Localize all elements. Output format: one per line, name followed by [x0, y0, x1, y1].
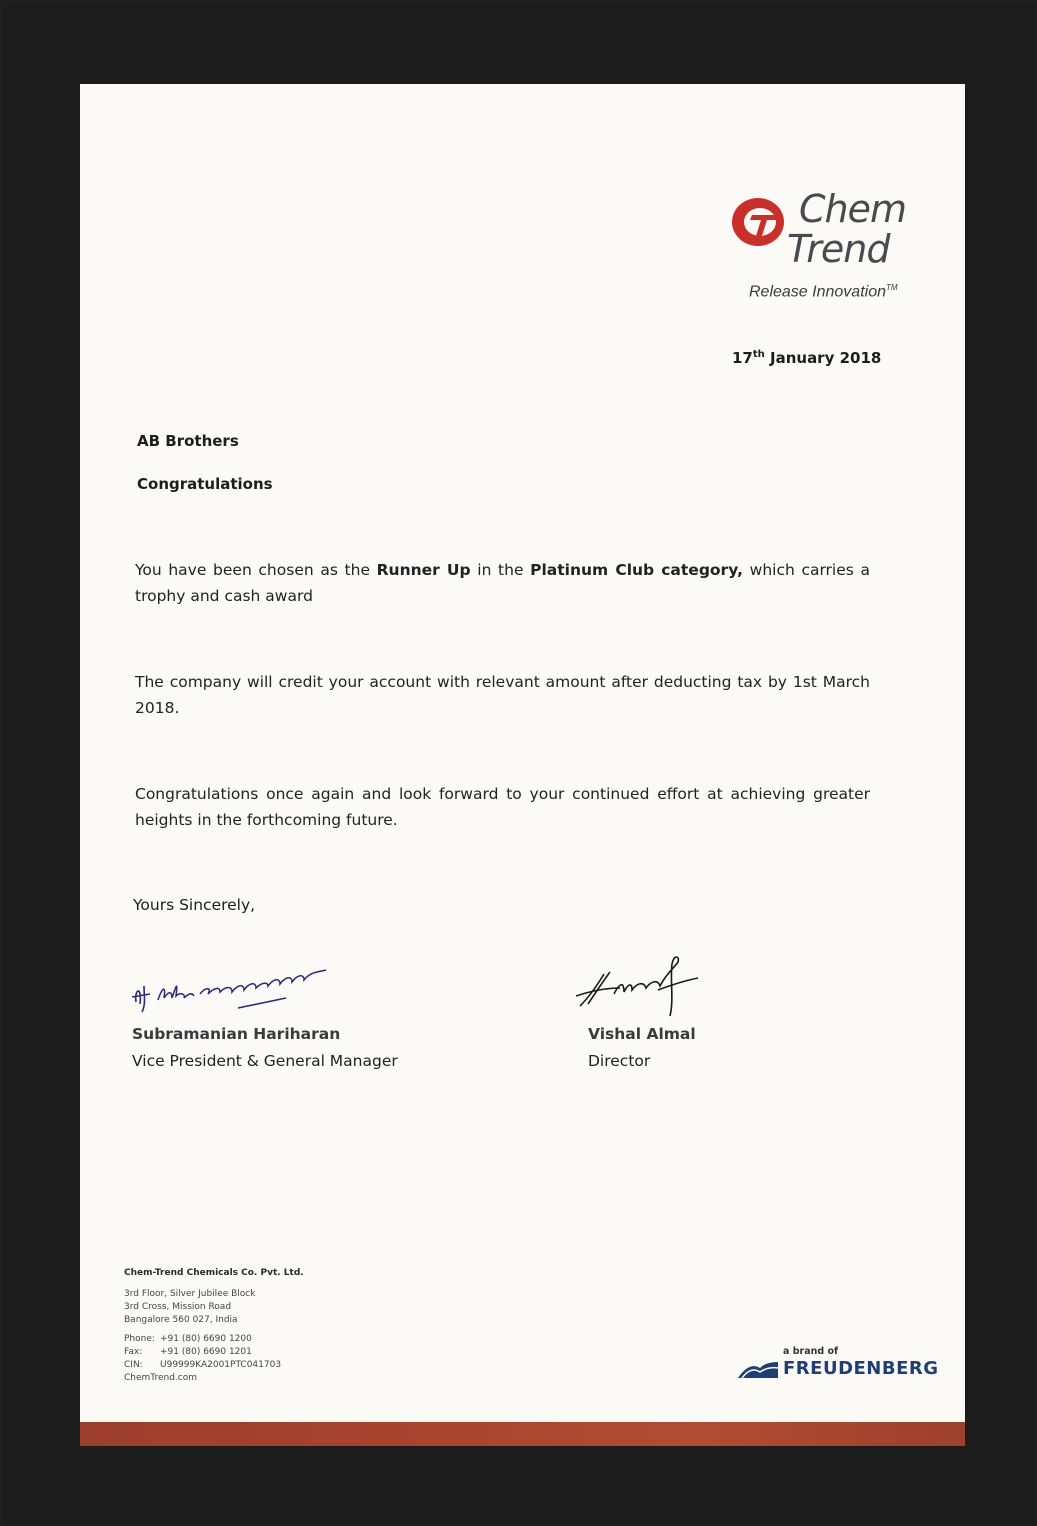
footer-cin: CIN: U99999KA2001PTC041703 — [124, 1360, 282, 1370]
letter-sheet — [80, 84, 965, 1446]
signature-almal — [574, 944, 709, 1024]
footer-fax: Fax: +91 (80) 6690 1201 — [124, 1347, 252, 1357]
footer-address-line: Bangalore 560 027, India — [124, 1315, 238, 1325]
freudenberg-wordmark: FREUDENBERG — [783, 1358, 939, 1379]
footer-website: ChemTrend.com — [124, 1373, 198, 1383]
chem-trend-logo-mark-icon — [730, 195, 786, 249]
footer-company-name: Chem-Trend Chemicals Co. Pvt. Ltd. — [124, 1268, 304, 1278]
footer-address-line: 3rd Cross, Mission Road — [124, 1302, 232, 1312]
letter-subject: Congratulations — [137, 475, 273, 493]
letter-date: 17th January 2018 — [732, 349, 882, 367]
footer-color-band — [80, 1422, 965, 1446]
signature-hariharan — [128, 942, 338, 1022]
paragraph-closing-remark: Congratulations once again and look forward to your continued effort at achieving greater heights in the forthcoming future. — [135, 785, 870, 829]
signatory-title: Director — [588, 1052, 651, 1070]
paragraph-payment: The company will credit your account with relevant amount after deducting tax by 1st March 2018. — [135, 673, 870, 717]
brand-of-label: a brand of — [783, 1346, 839, 1357]
logo-word-trend: Trend — [787, 227, 890, 271]
logo-tagline: Release Innovation™ — [749, 283, 898, 301]
signatory-name: Subramanian Hariharan — [132, 1025, 341, 1043]
recipient-name: AB Brothers — [137, 432, 239, 450]
footer-address-line: 3rd Floor, Silver Jubilee Block — [124, 1289, 256, 1299]
letter-closing: Yours Sincerely, — [133, 896, 256, 914]
signatory-title: Vice President & General Manager — [132, 1052, 398, 1070]
chem-trend-logo — [727, 189, 937, 309]
footer-phone: Phone: +91 (80) 6690 1200 — [124, 1334, 252, 1344]
logo-word-chem: Chem — [799, 187, 907, 231]
paragraph-award: You have been chosen as the Runner Up in the Platinum Club category, which carries a trophy and cash award — [135, 561, 870, 605]
signatory-name: Vishal Almal — [588, 1025, 696, 1043]
freudenberg-logo-icon — [738, 1362, 778, 1378]
